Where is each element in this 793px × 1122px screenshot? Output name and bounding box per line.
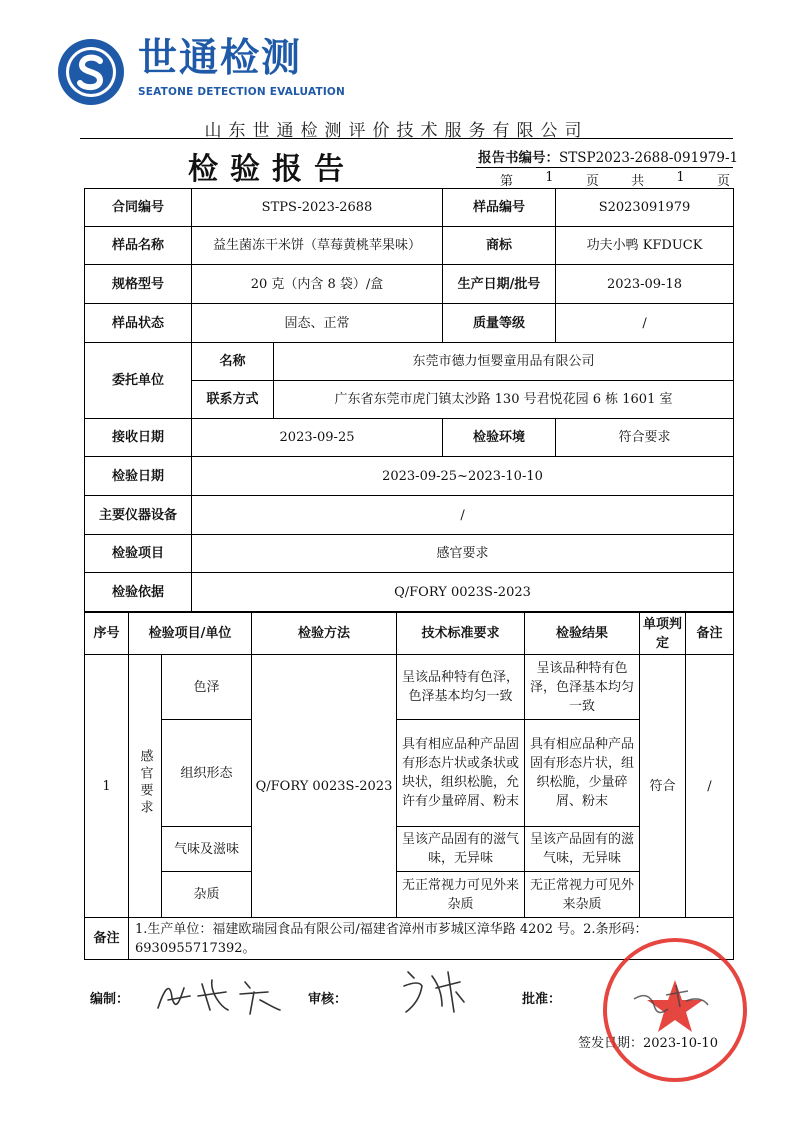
report-number-label: 报告书编号 [478,150,546,166]
header-rule [80,138,733,139]
grade: / [556,304,734,343]
approver-label [522,988,561,1007]
sub-item-standard: 呈该品种特有色泽，色泽基本均匀一致 [397,655,525,720]
receive-date: 2023-09-25 [192,419,443,457]
brand-name-en: SEATONE DETECTION EVALUATION [138,86,346,98]
remarks-text: 1.生产单位：福建欧瑞园食品有限公司/福建省漳州市芗城区漳华路 4202 号。2.条形码：6930955717392。 [129,918,734,960]
page-current: 1 [545,170,554,185]
prod-date: 2023-09-18 [556,265,734,304]
group-name-text: 感官要求 [137,749,153,817]
prod-date-label: 生产日期/批号 [443,265,556,304]
header-judge: 单项判定 [640,613,686,655]
state-label: 样品状态 [85,304,192,343]
page-total: 1 [676,170,685,185]
header-result: 检验结果 [525,613,640,655]
brand-name-cn: 世通检测 [138,36,303,81]
spec-label: 规格型号 [85,265,192,304]
sub-item-result: 具有相应品种产品固有形态片状，组织松脆，少量碎屑、粉末 [525,720,640,827]
info-table [84,188,734,612]
sub-item-result: 无正常视力可见外来杂质 [525,872,640,918]
brand-label: 商标 [443,227,556,265]
contract-no: STPS-2023-2688 [192,189,443,227]
brand: 功夫小鸭 KFDUCK [556,227,734,265]
remark: / [686,655,734,918]
results-table [84,612,734,918]
remarks-label: 备注 [85,918,129,960]
group-name [129,655,162,918]
reviewer-label [308,988,347,1007]
official-seal-stamp [600,935,750,1085]
items: 感官要求 [192,535,734,573]
client-contact: 广东省东莞市虎门镇太沙路 130 号君悦花园 6 栋 1601 室 [274,381,734,419]
sample-name: 益生菌冻干米饼（草莓黄桃苹果味） [192,227,443,265]
contract-no-label: 合同编号 [85,189,192,227]
seatone-logo-icon [56,37,126,107]
test-date-label: 检验日期 [85,457,192,496]
spec: 20 克（内含 8 袋）/盒 [192,265,443,304]
issue-date-value: 2023-10-10 [643,1036,718,1051]
sub-item-name: 色泽 [162,655,252,720]
page-indicator [500,170,730,189]
page-text: 页 [716,174,730,189]
editor-label-text: 编制： [90,992,130,1007]
equipment-label: 主要仪器设备 [85,496,192,535]
header-remark: 备注 [686,613,734,655]
equipment: / [192,496,734,535]
report-title: 检验报告 [188,152,356,187]
editor-label [90,988,129,1007]
report-number-rule [476,167,733,168]
sub-item-name: 组织形态 [162,720,252,827]
reviewer-label-text: 审核： [308,992,348,1007]
state: 固态、正常 [192,304,443,343]
test-date: 2023-09-25~2023-10-10 [192,457,734,496]
items-label: 检验项目 [85,535,192,573]
issue-date-label: 签发日期： [578,1036,644,1051]
basis: Q/FORY 0023S-2023 [192,573,734,612]
grade-label: 质量等级 [443,304,556,343]
client-name: 东莞市德力恒婴童用品有限公司 [274,343,734,381]
receive-date-label: 接收日期 [85,419,192,457]
sub-item-name: 气味及滋味 [162,827,252,872]
page-text: 共 [631,174,645,189]
basis-label: 检验依据 [85,573,192,612]
sample-no-label: 样品编号 [443,189,556,227]
sub-item-standard: 呈该产品固有的滋气味，无异味 [397,827,525,872]
env: 符合要求 [556,419,734,457]
header-method: 检验方法 [252,613,397,655]
sub-item-name: 杂质 [162,872,252,918]
page-text: 第 [500,174,514,189]
header-standard: 技术标准要求 [397,613,525,655]
sub-item-result: 呈该产品固有的滋气味，无异味 [525,827,640,872]
client-name-label: 名称 [192,343,274,381]
reviewer-signature [398,962,470,1018]
sub-item-standard: 无正常视力可见外来杂质 [397,872,525,918]
sub-item-standard: 具有相应品种产品固有形态片状或条状或块状，组织松脆，允许有少量碎屑、粉末 [397,720,525,827]
client-contact-label: 联系方式 [192,381,274,419]
page-text: 页 [585,174,599,189]
method: Q/FORY 0023S-2023 [252,655,397,918]
company-name: 山东世通检测评价技术服务有限公司 [204,121,589,141]
header-item: 检验项目/单位 [129,613,252,655]
sub-item-result: 呈该品种特有色泽，色泽基本均匀一致 [525,655,640,720]
report-number-value: STSP2023-2688-091979-1 [559,150,739,166]
header-no: 序号 [85,613,129,655]
approver-label-text: 批准： [522,992,562,1007]
report-number: 报告书编号：STSP2023-2688-091979-1 [478,150,739,166]
row-no: 1 [85,655,129,918]
sample-no: S2023091979 [556,189,734,227]
env-label: 检验环境 [443,419,556,457]
judge: 符合 [640,655,686,918]
editor-signature [150,970,290,1020]
client-label: 委托单位 [85,343,192,419]
sample-name-label: 样品名称 [85,227,192,265]
